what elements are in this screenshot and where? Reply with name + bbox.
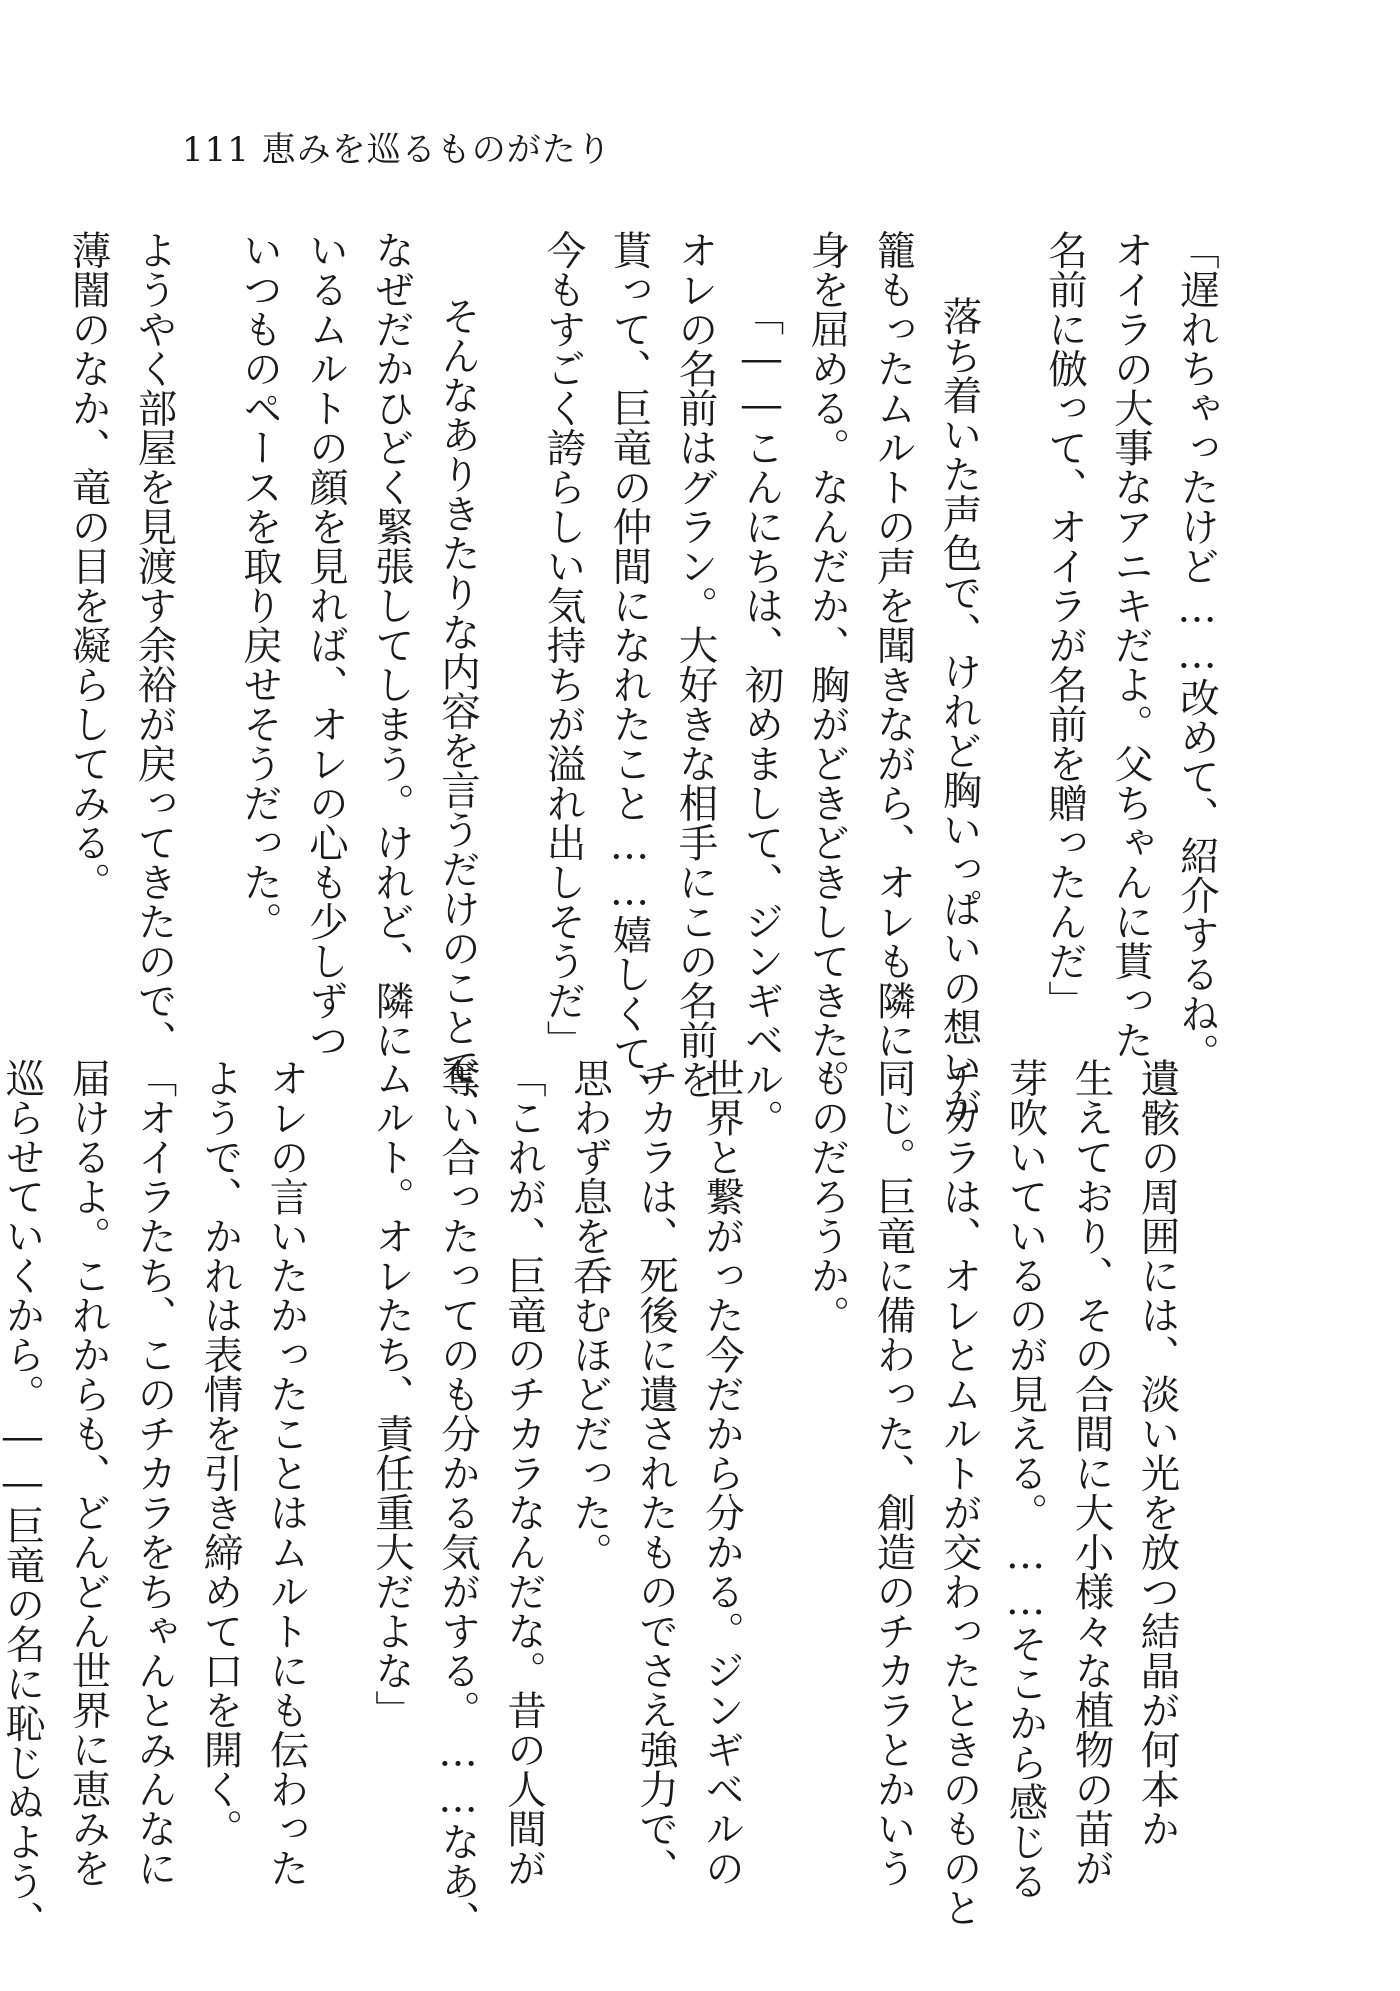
text-line: ムルト。オレたち、責任重大だよな」 bbox=[369, 1058, 415, 1730]
text-line: 「これが、巨竜のチカラなんだな。昔の人間が bbox=[501, 1058, 547, 1888]
text-line: オレの言いたかったことはムルトにも伝わった bbox=[263, 1058, 310, 1888]
text-line: 落ち着いた声色で、けれど胸いっぱいの想いが bbox=[936, 296, 983, 1126]
running-head bbox=[182, 122, 612, 171]
text-line: チカラは、死後に遺されたものでさえ強力で、 bbox=[633, 1058, 679, 1888]
text-line: いつものペースを取り戻せそうだった。 bbox=[237, 230, 283, 941]
page-number: 111 bbox=[182, 130, 250, 170]
text-line: 薄闇のなか、竜の目を凝らしてみる。 bbox=[65, 230, 112, 902]
text-line: オレの名前はグラン。大好きな相手にこの名前を bbox=[672, 230, 719, 1099]
text-line: ものだろうか。 bbox=[804, 1058, 851, 1335]
text-line: 芽吹いているのが見える。……そこから感じる bbox=[1002, 1058, 1049, 1901]
text-line: 巡らせていくから。――巨竜の名に恥じぬよう、 bbox=[0, 1058, 46, 1940]
text-line: チカラは、オレとムルトが交わったときのものと bbox=[936, 1058, 983, 1927]
text-line: 遺骸の周囲には、淡い光を放つ結晶が何本か bbox=[1134, 1058, 1181, 1848]
text-block-top bbox=[65, 230, 1230, 1139]
text-block-bottom bbox=[0, 1058, 1230, 1940]
text-line: ようで、かれは表情を引き締めて口を開く。 bbox=[197, 1058, 244, 1848]
text-line: 世界と繋がった今だから分かる。ジンギベルの bbox=[699, 1058, 745, 1888]
chapter-title: 恵みを巡るものがたり bbox=[261, 130, 612, 170]
text-line: 奪い合ったってのも分かる気がする。……なあ、 bbox=[435, 1058, 481, 1940]
text-line: 貰って、巨竜の仲間になれたこと……嬉しくて、 bbox=[606, 230, 653, 1112]
text-line: 思わず息を呑むほどだった。 bbox=[567, 1058, 613, 1572]
text-line: 生えており、その合間に大小様々な植物の苗が bbox=[1068, 1058, 1115, 1888]
text-line: いるムルトの顔を見れば、オレの心も少しずつ bbox=[303, 230, 349, 1060]
text-line: オイラの大事なアニキだよ。父ちゃんに貰った bbox=[1108, 230, 1154, 1060]
text-line: 名前に倣って、オイラが名前を贈ったんだ」 bbox=[1042, 230, 1088, 1020]
text-line: 同じ。巨竜に備わった、創造のチカラとかいう bbox=[870, 1058, 917, 1888]
text-line: 身を屈める。なんだか、胸がどきどきしてきた。 bbox=[804, 230, 851, 1099]
text-line: ようやく部屋を見渡す余裕が戻ってきたので、 bbox=[131, 230, 178, 1060]
text-line: なぜだかひどく緊張してしまう。けれど、隣に bbox=[369, 230, 415, 1060]
text-line: 籠もったムルトの声を聞きながら、オレも隣に bbox=[870, 230, 917, 1060]
text-line: 「遅れちゃったけど……改めて、紹介するね。 bbox=[1174, 230, 1220, 1073]
text-line: 「オイラたち、このチカラをちゃんとみんなに bbox=[131, 1058, 178, 1888]
text-line: 「――こんにちは、初めまして、ジンギベル。 bbox=[738, 296, 785, 1139]
text-line: 今もすごく誇らしい気持ちが溢れ出しそうだ」 bbox=[540, 230, 587, 1060]
text-line: 届けるよ。これからも、どんどん世界に恵みを bbox=[65, 1058, 112, 1888]
text-line: そんなありきたりな内容を言うだけのことで、 bbox=[435, 296, 481, 1126]
